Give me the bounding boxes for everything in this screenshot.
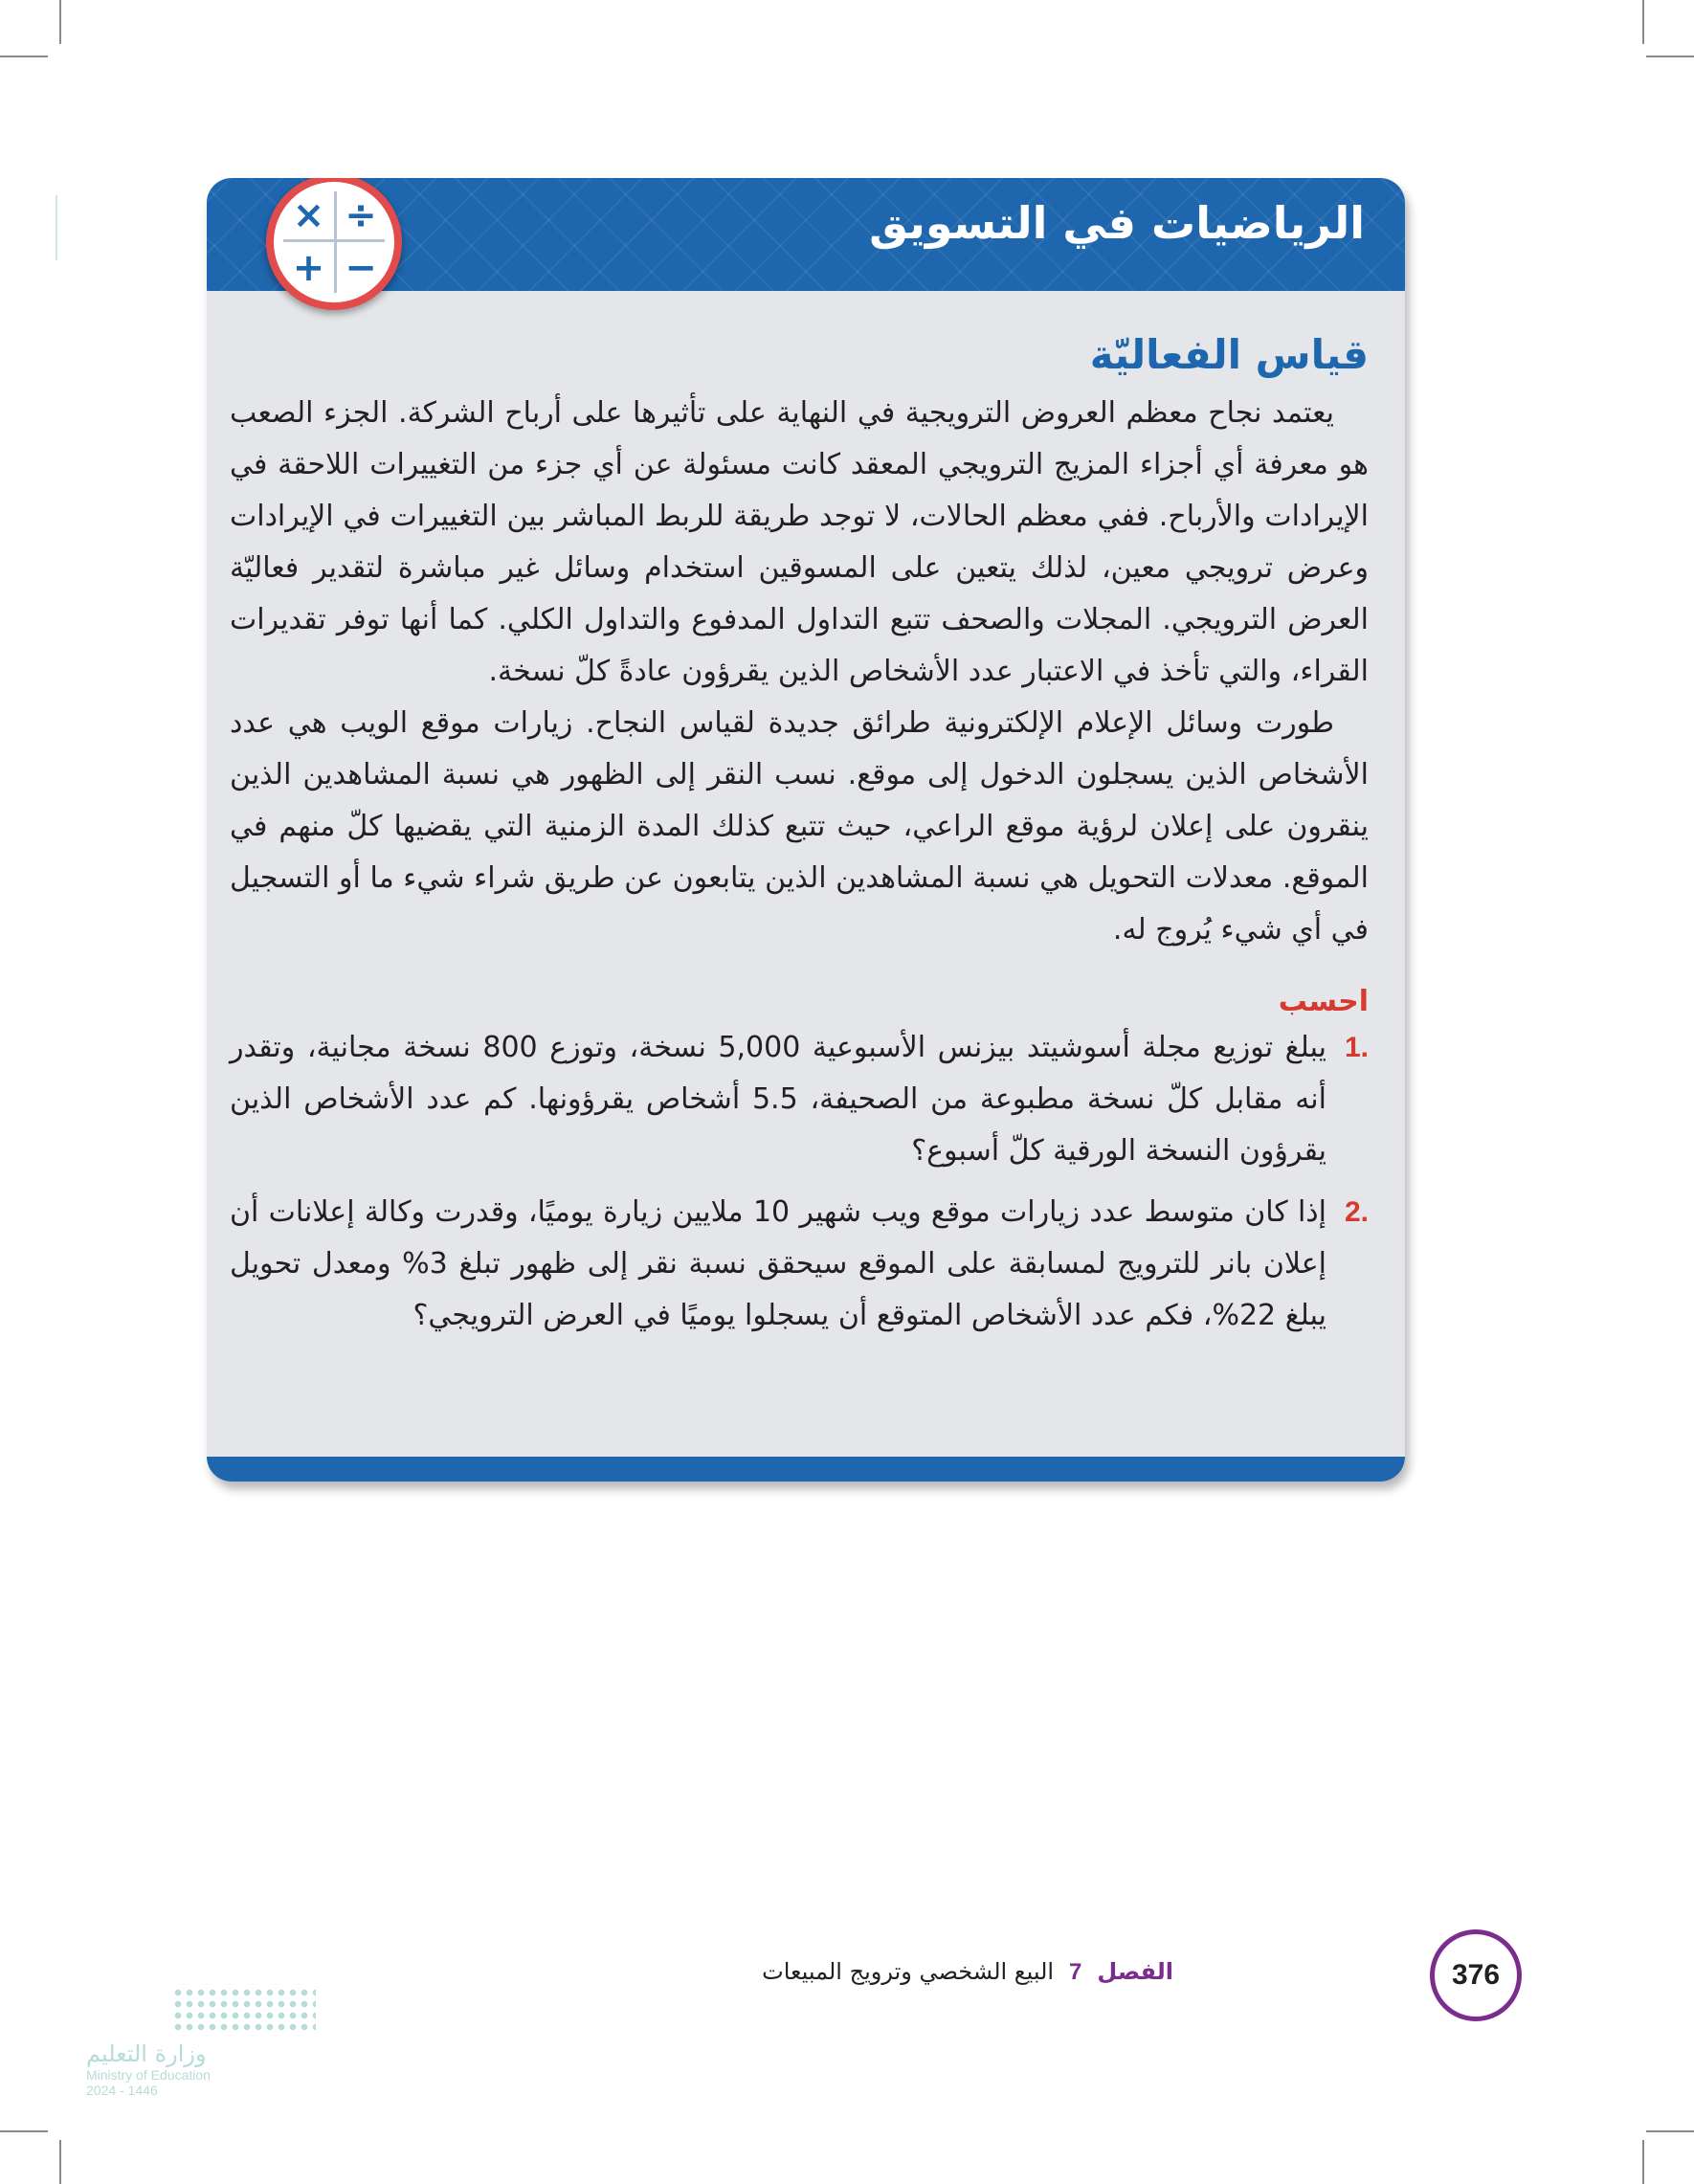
question-number: .1 (1344, 1032, 1369, 1063)
question-item (230, 1187, 1369, 1342)
box-title: الرياضيات في التسويق (869, 197, 1365, 249)
calculator-icon (266, 178, 402, 310)
divide-icon: ÷ (334, 191, 385, 242)
ministry-name-en: Ministry of Education (86, 2067, 211, 2083)
question-text: إذا كان متوسط عدد زيارات موقع ويب شهير 10 ملايين زيارة يوميًا، وقدرت وكالة إعلانات أن إعلان بانر للترويج لمسابقة على الموقع سيحقق نسبة نقر إلى ظهور تبلغ 3% ومعدل تحويل يبلغ 22%، فكم عدد الأشخاص المتوقع أن يسجلوا يوميًا في العرض الترويجي؟ (230, 1195, 1326, 1332)
crop-mark (0, 56, 48, 57)
crop-mark (0, 2130, 48, 2132)
crop-mark (59, 2140, 61, 2184)
ministry-logo-icon (172, 1987, 316, 2035)
ministry-watermark (86, 1987, 316, 2130)
ministry-name-ar: وزارة التعليم (86, 2040, 207, 2067)
crop-mark (59, 0, 61, 44)
calculate-heading: احسب (1278, 985, 1369, 1018)
question-list (230, 1022, 1369, 1342)
crop-mark (1642, 0, 1644, 44)
math-in-marketing-box (207, 178, 1405, 1482)
box-content (230, 331, 1369, 1351)
section-heading: قياس الفعاليّة (1089, 331, 1369, 378)
paragraph: يعتمد نجاح معظم العروض الترويجية في النهاية على تأثيرها على أرباح الشركة. الجزء الصعب هو معرفة أي أجزاء المزيج الترويجي المعقد كانت مسئولة عن أي جزء من التغييرات اللاحقة في الإيرادات والأرباح. ففي معظم الحالات، لا توجد طريقة للربط المباشر بين التغييرات في الإيرادات وعرض ترويجي معين، لذلك يتعين على المسوقين استخدام وسائل غير مباشرة لتقدير فعاليّة العرض الترويجي. المجلات والصحف تتبع التداول المدفوع والتداول الكلي. كما أنها توفر تقديرات القراء، والتي تأخذ في الاعتبار عدد الأشخاص الذين يقرؤون عادةً كلّ نسخة. (230, 396, 1369, 688)
plus-icon: + (292, 245, 325, 290)
chapter-number: 7 (1069, 1959, 1082, 1985)
minus-icon: − (334, 242, 385, 293)
crop-mark (1642, 2140, 1644, 2184)
page-number: 376 (1430, 1929, 1522, 2021)
question-text: يبلغ توزيع مجلة أسوشيتد بيزنس الأسبوعية 5,000 نسخة، وتوزع 800 نسخة مجانية، وتقدر أنه مقابل كلّ نسخة مطبوعة من الصحيفة، 5.5 أشخاص يقرؤونها. كم عدد الأشخاص الذين يقرؤون النسخة الورقية كلّ أسبوع؟ (230, 1031, 1326, 1168)
paragraph: طورت وسائل الإعلام الإلكترونية طرائق جديدة لقياس النجاح. زيارات موقع الويب هي عدد الأشخاص الذين يسجلون الدخول إلى موقع. نسب النقر إلى الظهور هي نسبة المشاهدين الذين ينقرون على إعلان لرؤية موقع الراعي، حيث تتبع كذلك المدة الزمنية التي يقضيها كلّ منهم في الموقع. معدلات التحويل هي نسبة المشاهدين الذين يتابعون عن طريق شراء شيء ما أو التسجيل في أي شيء يُروج له. (230, 706, 1369, 947)
question-number: .2 (1344, 1196, 1369, 1228)
multiply-icon: × (283, 191, 334, 242)
ministry-year: 2024 - 1446 (86, 2083, 158, 2098)
box-footer-bar (207, 1457, 1405, 1482)
chapter-label: الفصل (1097, 1958, 1173, 1985)
chapter-footer (762, 1958, 1173, 1986)
crop-mark (1646, 56, 1694, 57)
chapter-title: البيع الشخصي وترويج المبيعات (762, 1958, 1055, 1985)
question-item (230, 1022, 1369, 1177)
crop-mark (1646, 2130, 1694, 2132)
margin-rule (56, 195, 57, 260)
